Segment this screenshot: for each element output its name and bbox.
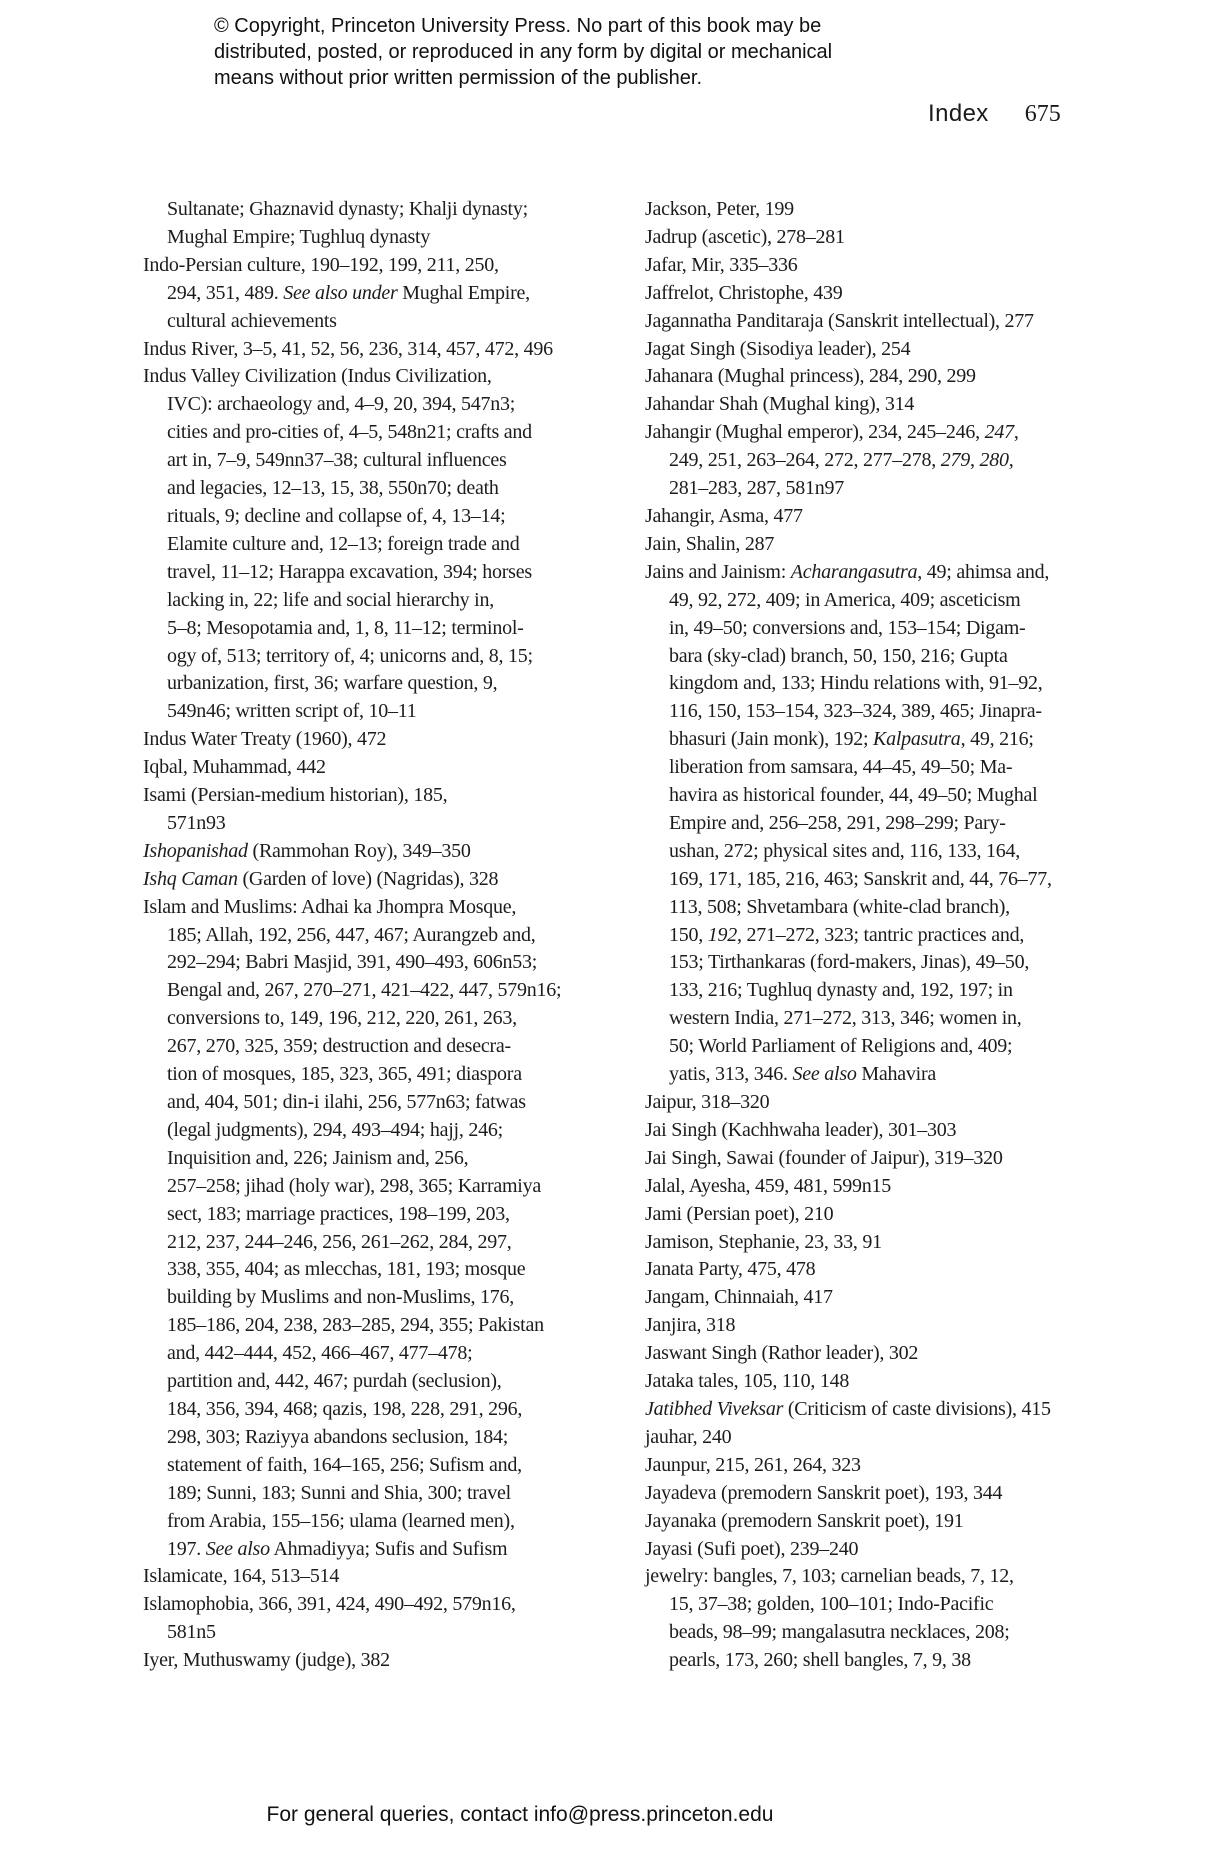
index-line-continuation: 338, 355, 404; as mlecchas, 181, 193; mosque xyxy=(167,1258,526,1281)
index-entry-line: Isami (Persian-medium historian), 185, xyxy=(143,784,448,807)
index-line-continuation: Empire and, 256–258, 291, 298–299; Pary- xyxy=(669,811,1006,834)
index-entry-line: Islam and Muslims: Adhai ka Jhompra Mosque, xyxy=(143,895,517,918)
index-line-continuation: pearls, 173, 260; shell bangles, 7, 9, 38 xyxy=(669,1649,971,1672)
italic-text: 247 xyxy=(984,421,1014,444)
index-line-continuation: tion of mosques, 185, 323, 365, 491; diaspora xyxy=(167,1063,522,1086)
index-line-continuation: 15, 37–38; golden, 100–101; Indo-Pacific xyxy=(669,1593,994,1616)
index-line-continuation: (legal judgments), 294, 493–494; hajj, 246; xyxy=(167,1118,503,1141)
index-line-continuation: Mughal Empire; Tughluq dynasty xyxy=(167,225,431,248)
index-entry-line: Jaunpur, 215, 261, 264, 323 xyxy=(645,1453,861,1476)
index-line-continuation: building by Muslims and non-Muslims, 176, xyxy=(167,1286,514,1309)
index-line-continuation: 581n5 xyxy=(167,1621,216,1644)
index-entry-line: Indus Water Treaty (1960), 472 xyxy=(143,728,387,751)
running-head xyxy=(928,100,1061,128)
index-line-continuation: 116, 150, 153–154, 323–324, 389, 465; Jinapra- xyxy=(669,700,1042,723)
index-line-continuation: from Arabia, 155–156; ulama (learned men), xyxy=(167,1509,515,1532)
index-line-continuation: 549n46; written script of, 10–11 xyxy=(167,700,417,723)
index-entry-line: Indus Valley Civilization (Indus Civilization, xyxy=(143,365,492,388)
index-entry-line: Jaffrelot, Christophe, 439 xyxy=(645,281,843,304)
index-entry-line: Jagannatha Panditaraja (Sanskrit intellectual), 277 xyxy=(645,309,1034,332)
copyright-notice xyxy=(214,13,832,91)
index-line-continuation: 49, 92, 272, 409; in America, 409; asceticism xyxy=(669,588,1021,611)
index-entry-line: Janata Party, 475, 478 xyxy=(645,1258,816,1281)
copyright-line: © Copyright, Princeton University Press. No part of this book may be xyxy=(214,15,822,37)
index-column-left xyxy=(143,196,648,1675)
index-entry-line: Jangam, Chinnaiah, 417 xyxy=(645,1286,833,1309)
index-line-continuation: ogy of, 513; territory of, 4; unicorns and, 8, 15; xyxy=(167,644,533,667)
index-entry-line: jauhar, 240 xyxy=(645,1425,732,1448)
index-line-continuation: 50; World Parliament of Religions and, 409; xyxy=(669,1035,1013,1058)
index-line-continuation: 185; Allah, 192, 256, 447, 467; Aurangzeb and, xyxy=(167,923,536,946)
index-line-continuation: 133, 216; Tughluq dynasty and, 192, 197; in xyxy=(669,979,1013,1002)
index-entry-line: Jadrup (ascetic), 278–281 xyxy=(645,225,845,248)
index-entry-line: Jafar, Mir, 335–336 xyxy=(645,253,798,276)
index-line-continuation: and, 442–444, 452, 466–467, 477–478; xyxy=(167,1342,473,1365)
index-entry-line: Jai Singh, Sawai (founder of Jaipur), 319–320 xyxy=(645,1146,1003,1169)
index-line-continuation: Inquisition and, 226; Jainism and, 256, xyxy=(167,1146,469,1169)
index-line-continuation: 197. See also Ahmadiyya; Sufis and Sufism xyxy=(167,1537,508,1560)
footer-contact: For general queries, contact info@press.princeton.edu xyxy=(266,1803,774,1826)
index-entry-line: Jayadeva (premodern Sanskrit poet), 193, 344 xyxy=(645,1481,1003,1504)
index-line-continuation: havira as historical founder, 44, 49–50; Mughal xyxy=(669,784,1038,807)
index-line-continuation: in, 49–50; conversions and, 153–154; Digam- xyxy=(669,616,1026,639)
index-line-continuation: 113, 508; Shvetambara (white-clad branch), xyxy=(669,895,1010,918)
index-line-continuation: 5–8; Mesopotamia and, 1, 8, 11–12; terminol- xyxy=(167,616,524,639)
index-line-continuation: 249, 251, 263–264, 272, 277–278, 279, 280, xyxy=(669,449,1014,472)
index-entry-line: Jain, Shalin, 287 xyxy=(645,532,775,555)
index-entry-line: Jatibhed Viveksar (Criticism of caste divisions), 415 xyxy=(645,1397,1051,1420)
copyright-line: distributed, posted, or reproduced in any form by digital or mechanical xyxy=(214,41,833,63)
index-line-continuation: statement of faith, 164–165, 256; Sufism and, xyxy=(167,1453,522,1476)
italic-text: Ishq Caman xyxy=(143,867,238,890)
index-line-continuation: sect, 183; marriage practices, 198–199, 203, xyxy=(167,1202,510,1225)
index-entry-line: Jahanara (Mughal princess), 284, 290, 299 xyxy=(645,365,976,388)
italic-text: 279 xyxy=(940,449,970,472)
index-line-continuation: Bengal and, 267, 270–271, 421–422, 447, 579n16; xyxy=(167,979,562,1002)
index-line-continuation: and, 404, 501; din-i ilahi, 256, 577n63; fatwas xyxy=(167,1091,526,1113)
index-entry-line: Ishopanishad (Rammohan Roy), 349–350 xyxy=(143,839,471,862)
index-line-continuation: 292–294; Babri Masjid, 391, 490–493, 606n53; xyxy=(167,951,538,974)
index-entry-line: jewelry: bangles, 7, 103; carnelian beads, 7, 12, xyxy=(645,1565,1014,1588)
index-entry-line: Jalal, Ayesha, 459, 481, 599n15 xyxy=(645,1174,891,1197)
italic-text: Ishopanishad xyxy=(143,839,248,862)
index-line-continuation: 294, 351, 489. See also under Mughal Empire, xyxy=(167,281,530,304)
copyright-line: means without prior written permission of the publisher. xyxy=(214,67,703,89)
index-line-continuation: kingdom and, 133; Hindu relations with, 91–92, xyxy=(669,672,1043,695)
italic-text: See also xyxy=(205,1537,270,1560)
italic-text: See also xyxy=(792,1063,857,1086)
index-line-continuation: 153; Tirthankaras (ford-makers, Jinas), 49–50, xyxy=(669,951,1030,974)
index-entry-line: Jaswant Singh (Rathor leader), 302 xyxy=(645,1342,919,1365)
index-entry-line: Jaipur, 318–320 xyxy=(645,1091,770,1113)
index-line-continuation: 189; Sunni, 183; Sunni and Shia, 300; travel xyxy=(167,1481,511,1504)
index-line-continuation: art in, 7–9, 549nn37–38; cultural influences xyxy=(167,449,507,472)
italic-text: Acharangasutra xyxy=(790,560,918,583)
index-entry-line: Islamicate, 164, 513–514 xyxy=(143,1565,340,1588)
index-line-continuation: Sultanate; Ghaznavid dynasty; Khalji dynasty; xyxy=(167,198,528,220)
index-line-continuation: 257–258; jihad (holy war), 298, 365; Karramiya xyxy=(167,1174,541,1197)
italic-text: 192 xyxy=(707,923,737,946)
index-line-continuation: beads, 98–99; mangalasutra necklaces, 208; xyxy=(669,1621,1010,1644)
index-line-continuation: 298, 303; Raziyya abandons seclusion, 184; xyxy=(167,1425,509,1448)
index-line-continuation: western India, 271–272, 313, 346; women in, xyxy=(669,1007,1022,1030)
index-entry-line: Jayasi (Sufi poet), 239–240 xyxy=(645,1537,859,1560)
index-line-continuation: and legacies, 12–13, 15, 38, 550n70; death xyxy=(167,477,499,500)
index-entry-line: Jackson, Peter, 199 xyxy=(645,198,794,220)
index-line-continuation: cultural achievements xyxy=(167,309,337,332)
index-line-continuation: 150, 192, 271–272, 323; tantric practices and, xyxy=(669,923,1025,946)
index-column-right xyxy=(645,196,1165,1675)
index-entry-line: Iqbal, Muhammad, 442 xyxy=(143,756,326,779)
index-entry-line: Jamison, Stephanie, 23, 33, 91 xyxy=(645,1230,882,1253)
index-entry-line: Jains and Jainism: Acharangasutra, 49; ahimsa and, xyxy=(645,560,1050,583)
page-number: 675 xyxy=(1024,101,1061,127)
index-line-continuation: 184, 356, 394, 468; qazis, 198, 228, 291, 296, xyxy=(167,1397,523,1420)
index-line-continuation: yatis, 313, 346. See also Mahavira xyxy=(669,1063,937,1086)
index-entry-line: Jayanaka (premodern Sanskrit poet), 191 xyxy=(645,1509,964,1532)
index-entry-line: Ishq Caman (Garden of love) (Nagridas), 328 xyxy=(143,867,499,890)
index-line-continuation: 185–186, 204, 238, 283–285, 294, 355; Pakistan xyxy=(167,1314,544,1337)
index-entry-line: Jahandar Shah (Mughal king), 314 xyxy=(645,393,915,416)
italic-text: Jatibhed Viveksar xyxy=(645,1397,784,1420)
index-line-continuation: 212, 237, 244–246, 256, 261–262, 284, 297, xyxy=(167,1230,512,1253)
index-line-continuation: partition and, 442, 467; purdah (seclusion), xyxy=(167,1370,502,1393)
index-line-continuation: 571n93 xyxy=(167,811,226,834)
index-entry-line: Jahangir (Mughal emperor), 234, 245–246, 247, xyxy=(645,421,1019,444)
index-entry-line: Jai Singh (Kachhwaha leader), 301–303 xyxy=(645,1118,957,1141)
index-line-continuation: lacking in, 22; life and social hierarchy in, xyxy=(167,588,494,611)
index-line-continuation: liberation from samsara, 44–45, 49–50; Ma- xyxy=(669,756,1013,779)
index-line-continuation: Elamite culture and, 12–13; foreign trade and xyxy=(167,532,520,555)
index-line-continuation: rituals, 9; decline and collapse of, 4, 13–14; xyxy=(167,504,506,527)
index-line-continuation: 169, 171, 185, 216, 463; Sanskrit and, 44, 76–77, xyxy=(669,867,1052,890)
index-line-continuation: urbanization, first, 36; warfare question, 9, xyxy=(167,672,498,695)
index-line-continuation: 281–283, 287, 581n97 xyxy=(669,477,844,500)
index-line-continuation: cities and pro-cities of, 4–5, 548n21; crafts and xyxy=(167,421,532,444)
italic-text: See also under xyxy=(283,281,398,304)
index-entry-line: Jahangir, Asma, 477 xyxy=(645,504,803,527)
index-line-continuation: bara (sky-clad) branch, 50, 150, 216; Gupta xyxy=(669,644,1008,667)
index-line-continuation: bhasuri (Jain monk), 192; Kalpasutra, 49, 216; xyxy=(669,728,1034,751)
index-entry-line: Iyer, Muthuswamy (judge), 382 xyxy=(143,1649,390,1672)
index-entry-line: Janjira, 318 xyxy=(645,1314,736,1337)
index-entry-line: Jagat Singh (Sisodiya leader), 254 xyxy=(645,337,911,360)
italic-text: Kalpasutra xyxy=(873,728,961,751)
index-line-continuation: 267, 270, 325, 359; destruction and desecra- xyxy=(167,1035,511,1058)
italic-text: 280 xyxy=(979,449,1009,472)
index-line-continuation: ushan, 272; physical sites and, 116, 133, 164, xyxy=(669,839,1021,862)
page-title: Index xyxy=(928,100,989,127)
index-line-continuation: conversions to, 149, 196, 212, 220, 261, 263, xyxy=(167,1007,517,1030)
index-entry-line: Jataka tales, 105, 110, 148 xyxy=(645,1370,850,1393)
index-line-continuation: travel, 11–12; Harappa excavation, 394; horses xyxy=(167,560,532,583)
index-entry-line: Indo-Persian culture, 190–192, 199, 211, 250, xyxy=(143,253,499,276)
index-entry-line: Islamophobia, 366, 391, 424, 490–492, 579n16, xyxy=(143,1593,516,1616)
index-entry-line: Jami (Persian poet), 210 xyxy=(645,1202,834,1225)
index-line-continuation: IVC): archaeology and, 4–9, 20, 394, 547n3; xyxy=(167,393,516,416)
index-entry-line: Indus River, 3–5, 41, 52, 56, 236, 314, 457, 472, 496 xyxy=(143,337,553,360)
